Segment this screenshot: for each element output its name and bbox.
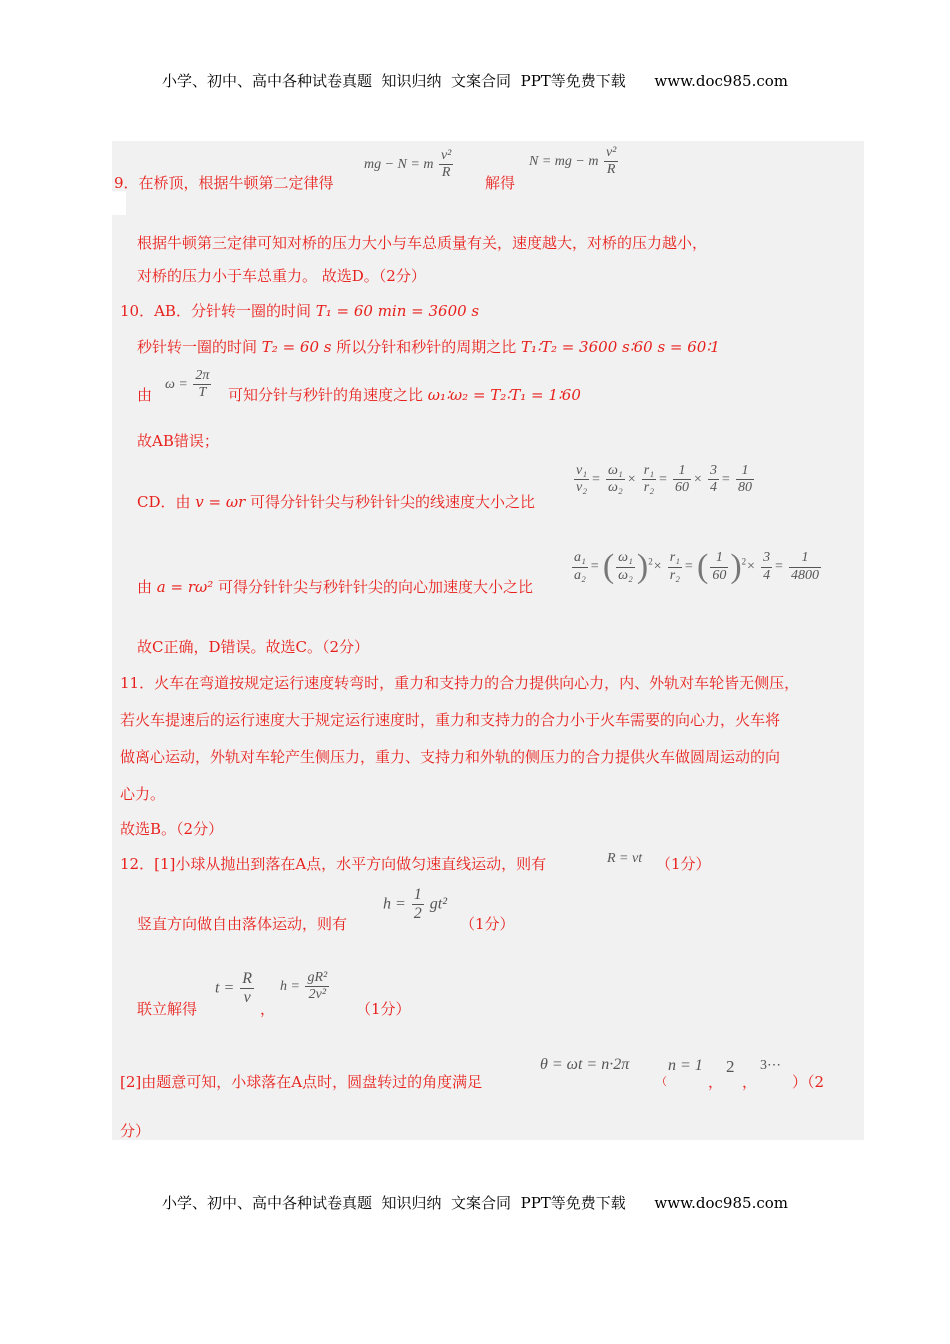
q9-solve-label: 解得 <box>485 174 516 192</box>
q12-line-2: 竖直方向做自由落体运动，则有 <box>137 915 348 933</box>
q11-line-2: 若火车提速后的运行速度大于规定运行速度时，重力和支持力的合力小于火车需要的向心力，火车将 <box>120 711 781 729</box>
q10-line-3b: 可知分针与秒针的角速度之比 ω₁∶ω₂ = T₂∶T₁ = 1∶60 <box>228 386 581 404</box>
q12-n3: 3⋯ <box>760 1058 781 1073</box>
q11-line-5: 故选B。（2分） <box>120 820 224 838</box>
panel-notch <box>112 191 126 215</box>
q12-score-1: （1分） <box>656 855 711 873</box>
q11-line-3: 做离心运动，外轨对车轮产生侧压力，重力、支持力和外轨的侧压力的合力提供火车做圆周运动的向 <box>120 748 781 766</box>
q12-paren-open: （ <box>656 1075 667 1088</box>
page-footer: 小学、初中、高中各种试卷真题 知识归纳 文案合同 PPT等免费下载 www.doc985.com <box>161 1194 788 1212</box>
q9-line-1: 9．在桥顶，根据牛顿第二定律得 <box>114 174 334 192</box>
q10-accel-ratio: $\frac{\text{a₁}}{\text{a₂}}$ = ( $\frac{\text{ω₁}}{\text{ω₂}}$ )$^2$× $\frac{\text{r₁}}{\text{r₂}}$ = ( $\frac{1}{60}$ )$^2$× $\frac{3}{4}$ = $\frac{1}{4800}$ <box>574 548 820 585</box>
q10-line-3a: 由 <box>137 386 153 404</box>
page-header: 小学、初中、高中各种试卷真题 知识归纳 文案合同 PPT等免费下载 www.doc985.com <box>161 72 788 90</box>
q10-line-7: 故C正确，D错误。故选C。（2分） <box>137 638 370 656</box>
q12-n1: n = 1 <box>668 1057 703 1074</box>
q12-line-3: 联立解得 <box>137 1000 198 1018</box>
q12-formula-t: t = $\frac{R}{v}$ <box>215 970 253 1007</box>
q12-score-2: （1分） <box>460 915 515 933</box>
q10-line-4: 故AB错误； <box>137 432 219 450</box>
q12-formula-h2: h = $\frac{\text{gR²}}{\text{2v²}}$ <box>280 970 328 1003</box>
q12-comma: ， <box>260 1000 276 1018</box>
q10-line-1: 10．AB．分针转一圈的时间 T₁ = 60 min = 3600 s <box>120 302 480 320</box>
q10-line-2: 秒针转一圈的时间 T₂ = 60 s 所以分针和秒针的周期之比 T₁∶T₂ = 3600 s∶60 s = 60∶1 <box>137 338 720 356</box>
q12-score-3: （1分） <box>356 1000 411 1018</box>
q12-line-1: 12．[1]小球从抛出到落在A点，水平方向做匀速直线运动，则有 <box>120 855 547 873</box>
q10-line-6: 由 a = rω² 可得分针针尖与秒针针尖的向心加速度大小之比 <box>137 578 534 596</box>
q12-line-4: [2]由题意可知，小球落在A点时，圆盘转过的角度满足 <box>120 1073 483 1091</box>
q9-line-3: 对桥的压力小于车总重力。 故选D。（2分） <box>137 267 426 285</box>
q11-line-1: 11．火车在弯道按规定运行速度转弯时，重力和支持力的合力提供向心力，内、外轨对车轮皆无侧压， <box>120 674 800 692</box>
q10-omega-formula: ω = $\frac{2\pi}{T}$ <box>165 368 210 401</box>
q11-line-4: 心力。 <box>120 785 166 803</box>
q12-line-5: 分） <box>120 1122 151 1140</box>
q10-line-5: CD．由 v = ωr 可得分针针尖与秒针针尖的线速度大小之比 <box>137 493 536 511</box>
q9-formula-2: N = mg − m $\frac{\text{v²}}{R}$ <box>529 145 617 178</box>
q12-formula-theta: θ = ωt = n·2π <box>540 1056 630 1073</box>
q9-formula-1: mg − N = m $\frac{\text{v²}}{R}$ <box>364 148 452 181</box>
q12-comma-2: ， <box>708 1073 724 1091</box>
q10-velocity-ratio: $\frac{\text{v₁}}{\text{v₂}}$ = $\frac{\text{ω₁}}{\text{ω₂}}$ × $\frac{\text{r₁}}{\text{r₂}}$ = $\frac{1}{60}$ × $\frac{3}{4}$ = $\frac{1}{80}$ <box>576 463 752 496</box>
q12-formula-r: R = vt <box>607 851 643 866</box>
q12-comma-3: ， <box>742 1073 758 1091</box>
q9-line-2: 根据牛顿第三定律可知对桥的压力大小与车总质量有关，速度越大，对桥的压力越小， <box>137 234 708 252</box>
q12-line-4-end: ）（2 <box>792 1073 825 1091</box>
q12-n2: 2 <box>726 1057 735 1076</box>
q12-formula-h: h = $\frac{1}{2}$ gt² <box>383 886 448 923</box>
